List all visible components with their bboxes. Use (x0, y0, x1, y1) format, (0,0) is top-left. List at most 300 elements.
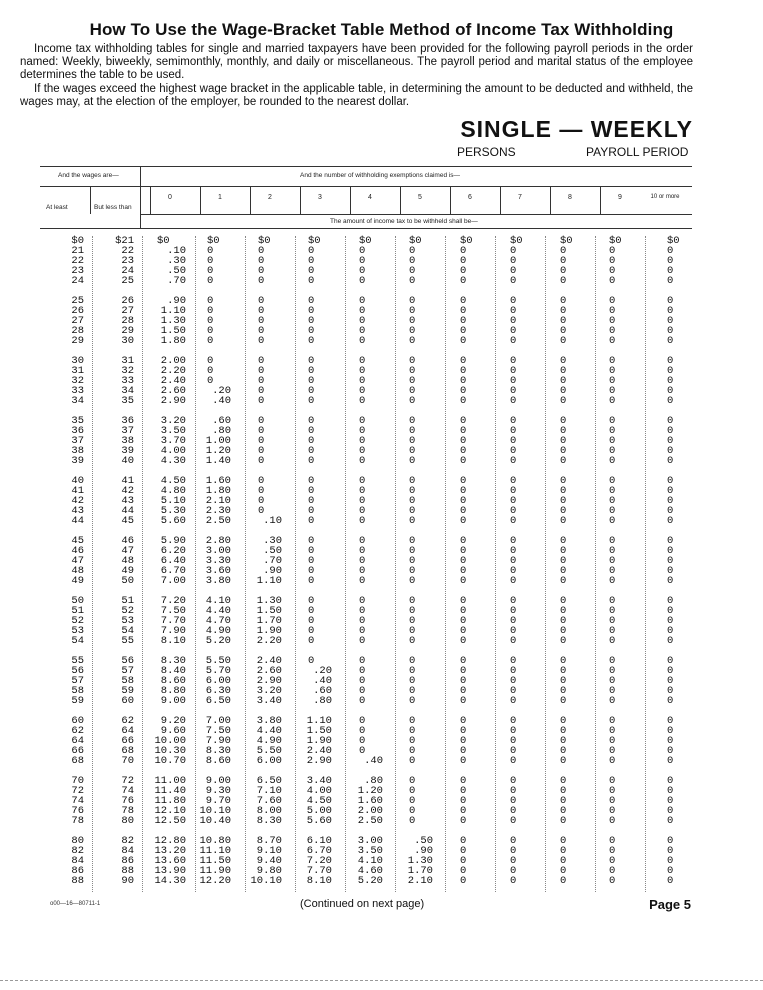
cell-withholding-amount: 0 (560, 445, 567, 457)
cell-withholding-amount: 0 (560, 795, 567, 807)
cell-withholding-amount: 0 (258, 455, 265, 467)
cell-withholding-amount: 0 (308, 515, 315, 527)
cell-withholding-amount: 0 (510, 395, 517, 407)
cell-withholding-amount: 0 (560, 435, 567, 447)
cell-but-less-than: 41 (121, 475, 134, 487)
cell-withholding-amount: 5.90 (160, 535, 186, 547)
cell-withholding-amount: 0 (308, 265, 315, 277)
cell-withholding-amount: 9.60 (160, 725, 186, 737)
cell-withholding-amount: 0 (667, 615, 674, 627)
cell-withholding-amount: 0 (560, 715, 567, 727)
cell-withholding-amount: $0 (667, 235, 680, 247)
cell-withholding-amount: 0 (667, 665, 674, 677)
intro-paragraph-2: If the wages exceed the highest wage bracket in the applicable table, in determining the amount to be deducted and withheld, the wages may, at the election of the employer, be rounded to the nearest dollar. (20, 82, 693, 108)
exemption-column-header: 7 (518, 194, 522, 201)
cell-withholding-amount: 0 (560, 805, 567, 817)
cell-withholding-amount: 0 (510, 495, 517, 507)
cell-withholding-amount: 0 (359, 475, 366, 487)
cell-withholding-amount: 0 (460, 785, 467, 797)
cell-withholding-amount: 0 (510, 595, 517, 607)
cell-withholding-amount: 0 (359, 455, 366, 467)
cell-withholding-amount: 7.20 (306, 855, 332, 867)
cell-withholding-amount: 1.90 (306, 735, 332, 747)
cell-withholding-amount: 0 (460, 445, 467, 457)
cell-withholding-amount: 0 (460, 835, 467, 847)
cell-withholding-amount: 0 (409, 795, 416, 807)
cell-but-less-than: 86 (121, 855, 134, 867)
cell-withholding-amount: 0 (560, 385, 567, 397)
cell-withholding-amount: 0 (609, 415, 616, 427)
exemption-column-divider (600, 186, 601, 214)
cell-but-less-than: 72 (121, 775, 134, 787)
cell-withholding-amount: 0 (460, 495, 467, 507)
cell-withholding-amount: 0 (409, 425, 416, 437)
cell-withholding-amount: 0 (667, 395, 674, 407)
cell-withholding-amount: 7.90 (160, 625, 186, 637)
cell-withholding-amount: 0 (409, 775, 416, 787)
cell-withholding-amount: 0 (460, 775, 467, 787)
cell-but-less-than: 56 (121, 655, 134, 667)
cell-withholding-amount: 0 (460, 265, 467, 277)
cell-withholding-amount: .10 (167, 245, 186, 257)
cell-but-less-than: 36 (121, 415, 134, 427)
cell-at-least: 32 (71, 375, 84, 387)
cell-withholding-amount: 0 (359, 275, 366, 287)
cell-withholding-amount: 0 (409, 675, 416, 687)
cell-withholding-amount: 3.40 (306, 775, 332, 787)
cell-withholding-amount: 2.40 (256, 655, 282, 667)
cell-withholding-amount: 8.60 (160, 675, 186, 687)
cell-withholding-amount: .10 (263, 515, 282, 527)
cell-but-less-than: 31 (121, 355, 134, 367)
cell-at-least: 60 (71, 715, 84, 727)
cell-withholding-amount: 0 (460, 805, 467, 817)
cell-at-least: 28 (71, 325, 84, 337)
cell-withholding-amount: 0 (510, 375, 517, 387)
cell-at-least: 48 (71, 565, 84, 577)
cell-withholding-amount: 0 (359, 725, 366, 737)
cell-at-least: 33 (71, 385, 84, 397)
cell-but-less-than: 22 (121, 245, 134, 257)
cell-withholding-amount: 0 (308, 295, 315, 307)
cell-withholding-amount: 0 (667, 475, 674, 487)
cell-withholding-amount: 9.70 (205, 795, 231, 807)
cell-withholding-amount: 5.20 (205, 635, 231, 647)
cell-withholding-amount: 0 (560, 505, 567, 517)
cell-withholding-amount: 0 (510, 305, 517, 317)
cell-withholding-amount: 0 (667, 695, 674, 707)
cell-withholding-amount: 0 (609, 245, 616, 257)
cell-withholding-amount: 1.70 (407, 865, 433, 877)
table-row-group (0, 656, 763, 708)
cell-at-least: 44 (71, 515, 84, 527)
exemption-column-header: 2 (268, 194, 272, 201)
cell-withholding-amount: 0 (409, 295, 416, 307)
cell-withholding-amount: 0 (609, 755, 616, 767)
cell-withholding-amount: 0 (667, 305, 674, 317)
cell-withholding-amount: 0 (207, 375, 214, 387)
cell-withholding-amount: 7.20 (160, 595, 186, 607)
cell-withholding-amount: 0 (409, 445, 416, 457)
cell-withholding-amount: 0 (510, 635, 517, 647)
cell-at-least: 66 (71, 745, 84, 757)
cell-at-least: 27 (71, 315, 84, 327)
cell-withholding-amount: 0 (609, 265, 616, 277)
cell-withholding-amount: $0 (258, 235, 271, 247)
cell-withholding-amount: 0 (560, 315, 567, 327)
cell-withholding-amount: .40 (313, 675, 332, 687)
cell-withholding-amount: 0 (609, 295, 616, 307)
cell-withholding-amount: 0 (609, 455, 616, 467)
cell-withholding-amount: 0 (409, 435, 416, 447)
cell-but-less-than: 37 (121, 425, 134, 437)
cell-withholding-amount: 0 (460, 625, 467, 637)
cell-withholding-amount: 0 (609, 485, 616, 497)
cell-withholding-amount: 0 (609, 775, 616, 787)
cell-withholding-amount: 0 (409, 455, 416, 467)
cell-withholding-amount: 1.30 (407, 855, 433, 867)
cell-withholding-amount: 0 (258, 385, 265, 397)
cell-but-less-than: 28 (121, 315, 134, 327)
cell-withholding-amount: 0 (359, 485, 366, 497)
footer-page-number: Page 5 (649, 897, 691, 912)
cell-withholding-amount: 0 (510, 385, 517, 397)
cell-withholding-amount: 2.50 (205, 515, 231, 527)
cell-withholding-amount: 0 (308, 395, 315, 407)
cell-withholding-amount: 0 (258, 375, 265, 387)
cell-withholding-amount: .70 (167, 275, 186, 287)
cell-withholding-amount: 0 (359, 495, 366, 507)
cell-withholding-amount: 3.50 (160, 425, 186, 437)
cell-withholding-amount: 0 (667, 425, 674, 437)
cell-withholding-amount: 0 (258, 265, 265, 277)
cell-but-less-than: 59 (121, 685, 134, 697)
cell-withholding-amount: 0 (258, 415, 265, 427)
cell-withholding-amount: 0 (409, 575, 416, 587)
cell-withholding-amount: 1.30 (160, 315, 186, 327)
header-rule-top (40, 166, 692, 167)
cell-at-least: 50 (71, 595, 84, 607)
cell-at-least: 78 (71, 815, 84, 827)
cell-withholding-amount: 0 (560, 685, 567, 697)
cell-at-least: 68 (71, 755, 84, 767)
cell-withholding-amount: 0 (460, 435, 467, 447)
cell-withholding-amount: 0 (667, 505, 674, 517)
cell-withholding-amount: 0 (510, 715, 517, 727)
cell-withholding-amount: 6.40 (160, 555, 186, 567)
cell-withholding-amount: 0 (667, 625, 674, 637)
cell-withholding-amount: 9.00 (160, 695, 186, 707)
cell-at-least: 80 (71, 835, 84, 847)
cell-withholding-amount: 0 (308, 425, 315, 437)
cell-withholding-amount: 0 (609, 505, 616, 517)
cell-withholding-amount: 0 (258, 255, 265, 267)
cell-but-less-than: 57 (121, 665, 134, 677)
cell-withholding-amount: 5.60 (306, 815, 332, 827)
cell-withholding-amount: 0 (409, 815, 416, 827)
cell-withholding-amount: 0 (609, 495, 616, 507)
cell-withholding-amount: 10.70 (154, 755, 186, 767)
cell-withholding-amount: 0 (609, 535, 616, 547)
cell-withholding-amount: 0 (609, 635, 616, 647)
cell-withholding-amount: 0 (308, 375, 315, 387)
cell-withholding-amount: 0 (409, 305, 416, 317)
cell-withholding-amount: 0 (609, 555, 616, 567)
cell-withholding-amount: 4.70 (205, 615, 231, 627)
cell-withholding-amount: 10.80 (199, 835, 231, 847)
cell-withholding-amount: 0 (667, 815, 674, 827)
cell-withholding-amount: 8.00 (256, 805, 282, 817)
cell-withholding-amount: 0 (510, 845, 517, 857)
cell-withholding-amount: 0 (460, 395, 467, 407)
cell-withholding-amount: 0 (560, 625, 567, 637)
cell-withholding-amount: 11.40 (154, 785, 186, 797)
cell-withholding-amount: .90 (263, 565, 282, 577)
cell-withholding-amount: 7.00 (205, 715, 231, 727)
cell-withholding-amount: 0 (609, 355, 616, 367)
cell-withholding-amount: 0 (359, 675, 366, 687)
cell-at-least: 26 (71, 305, 84, 317)
cell-withholding-amount: 0 (409, 315, 416, 327)
cell-withholding-amount: 6.70 (306, 845, 332, 857)
cell-withholding-amount: 7.60 (256, 795, 282, 807)
cell-but-less-than: $21 (115, 235, 134, 247)
cell-at-least: 62 (71, 725, 84, 737)
cell-withholding-amount: 0 (460, 735, 467, 747)
cell-at-least: 58 (71, 685, 84, 697)
exemption-column-divider (500, 186, 501, 214)
cell-withholding-amount: 0 (560, 245, 567, 257)
cell-withholding-amount: 0 (609, 605, 616, 617)
cell-withholding-amount: 11.90 (199, 865, 231, 877)
cell-withholding-amount: 0 (510, 655, 517, 667)
cell-but-less-than: 68 (121, 745, 134, 757)
cell-withholding-amount: 4.60 (357, 865, 383, 877)
cell-withholding-amount: $0 (409, 235, 422, 247)
cell-withholding-amount: 0 (359, 425, 366, 437)
cell-withholding-amount: 0 (609, 475, 616, 487)
cell-withholding-amount: 0 (667, 335, 674, 347)
cell-withholding-amount: 0 (560, 395, 567, 407)
cell-withholding-amount: 0 (560, 485, 567, 497)
cell-withholding-amount: 0 (460, 415, 467, 427)
cell-but-less-than: 23 (121, 255, 134, 267)
cell-withholding-amount: 8.30 (160, 655, 186, 667)
table-row-group (0, 236, 763, 288)
cell-withholding-amount: 4.80 (160, 485, 186, 497)
cell-withholding-amount: 0 (609, 615, 616, 627)
cell-withholding-amount: 0 (359, 395, 366, 407)
cell-at-least: 52 (71, 615, 84, 627)
cell-withholding-amount: 0 (560, 665, 567, 677)
cell-withholding-amount: 0 (409, 475, 416, 487)
cell-at-least: 47 (71, 555, 84, 567)
cell-withholding-amount: 0 (560, 815, 567, 827)
cell-withholding-amount: $0 (308, 235, 321, 247)
cell-withholding-amount: 0 (510, 415, 517, 427)
cell-withholding-amount: .80 (212, 425, 231, 437)
cell-withholding-amount: 0 (409, 695, 416, 707)
cell-withholding-amount: 0 (560, 785, 567, 797)
cell-withholding-amount: 11.50 (199, 855, 231, 867)
cell-withholding-amount: 8.80 (160, 685, 186, 697)
cell-withholding-amount: 0 (258, 335, 265, 347)
cell-withholding-amount: 0 (667, 655, 674, 667)
cell-withholding-amount: 1.50 (306, 725, 332, 737)
cell-withholding-amount: 0 (560, 615, 567, 627)
cell-withholding-amount: 0 (207, 355, 214, 367)
cell-withholding-amount: 0 (560, 275, 567, 287)
cell-at-least: 34 (71, 395, 84, 407)
cell-at-least: 82 (71, 845, 84, 857)
cell-withholding-amount: 0 (308, 615, 315, 627)
header-rule-bottom (40, 228, 692, 229)
cell-withholding-amount: 3.30 (205, 555, 231, 567)
cell-withholding-amount: 0 (308, 415, 315, 427)
cell-withholding-amount: 0 (308, 495, 315, 507)
cell-withholding-amount: 5.10 (160, 495, 186, 507)
cell-withholding-amount: 0 (460, 695, 467, 707)
cell-at-least: 21 (71, 245, 84, 257)
cell-withholding-amount: 0 (460, 715, 467, 727)
cell-withholding-amount: 0 (667, 875, 674, 887)
header-rule-exemptions (140, 214, 692, 215)
cell-but-less-than: 33 (121, 375, 134, 387)
cell-withholding-amount: .70 (263, 555, 282, 567)
cell-withholding-amount: .80 (364, 775, 383, 787)
cell-withholding-amount: 0 (667, 715, 674, 727)
exemption-column-divider (400, 186, 401, 214)
cell-withholding-amount: 0 (560, 555, 567, 567)
cell-withholding-amount: 0 (609, 545, 616, 557)
header-rule-mid (40, 186, 692, 187)
cell-withholding-amount: 0 (359, 435, 366, 447)
cell-withholding-amount: 0 (510, 775, 517, 787)
cell-withholding-amount: 0 (359, 665, 366, 677)
cell-withholding-amount: 0 (667, 855, 674, 867)
cell-withholding-amount: 0 (560, 605, 567, 617)
cell-at-least: 23 (71, 265, 84, 277)
cell-withholding-amount: 0 (560, 745, 567, 757)
cell-withholding-amount: 0 (560, 355, 567, 367)
cell-withholding-amount: 0 (510, 325, 517, 337)
cell-withholding-amount: 0 (510, 485, 517, 497)
cell-but-less-than: 50 (121, 575, 134, 587)
cell-withholding-amount: 1.40 (205, 455, 231, 467)
intro-paragraph-1: Income tax withholding tables for single and married taxpayers have been provided for the following payroll periods in the order named: Weekly, biweekly, semimonthly, monthly, and daily or miscellaneous. The payroll period and marital status of the employee determines the table to be used. (20, 43, 693, 82)
cell-withholding-amount: 3.20 (160, 415, 186, 427)
footer-continued: (Continued on next page) (300, 898, 425, 910)
cell-withholding-amount: 0 (359, 735, 366, 747)
cell-withholding-amount: 7.10 (256, 785, 282, 797)
cell-withholding-amount: 0 (560, 695, 567, 707)
cell-withholding-amount: 0 (359, 415, 366, 427)
cell-withholding-amount: 0 (609, 785, 616, 797)
cell-withholding-amount: 1.00 (205, 435, 231, 447)
cell-withholding-amount: 9.30 (205, 785, 231, 797)
cell-but-less-than: 54 (121, 625, 134, 637)
cell-withholding-amount: 0 (460, 255, 467, 267)
cell-withholding-amount: 0 (258, 305, 265, 317)
cell-withholding-amount: 1.60 (205, 475, 231, 487)
cell-withholding-amount: 0 (560, 635, 567, 647)
header-amount-withheld: The amount of income tax to be withheld shall be— (330, 218, 478, 225)
cell-withholding-amount: 4.00 (160, 445, 186, 457)
cell-withholding-amount: 0 (460, 795, 467, 807)
cell-withholding-amount: 0 (510, 475, 517, 487)
cell-withholding-amount: 6.00 (205, 675, 231, 687)
cell-withholding-amount: 0 (308, 245, 315, 257)
cell-at-least: 41 (71, 485, 84, 497)
cell-withholding-amount: 0 (510, 795, 517, 807)
cell-withholding-amount: 0 (409, 395, 416, 407)
cell-withholding-amount: 3.80 (256, 715, 282, 727)
cell-withholding-amount: 6.00 (256, 755, 282, 767)
cell-at-least: 42 (71, 495, 84, 507)
cell-withholding-amount: 0 (667, 635, 674, 647)
cell-but-less-than: 62 (121, 715, 134, 727)
cell-withholding-amount: 0 (560, 655, 567, 667)
cell-withholding-amount: 0 (207, 315, 214, 327)
cell-withholding-amount: 0 (609, 305, 616, 317)
exemption-column-divider (450, 186, 451, 214)
cell-withholding-amount: 0 (409, 635, 416, 647)
table-row-group (0, 836, 763, 888)
cell-at-least: 39 (71, 455, 84, 467)
cell-withholding-amount: 0 (359, 595, 366, 607)
cell-withholding-amount: 0 (359, 355, 366, 367)
cell-withholding-amount: 0 (308, 475, 315, 487)
cell-withholding-amount: 0 (258, 395, 265, 407)
cell-withholding-amount: 0 (560, 875, 567, 887)
cell-withholding-amount: 0 (308, 595, 315, 607)
cell-at-least: 38 (71, 445, 84, 457)
cell-withholding-amount: 3.00 (357, 835, 383, 847)
cell-withholding-amount: 6.50 (205, 695, 231, 707)
cell-at-least: 40 (71, 475, 84, 487)
cell-withholding-amount: 0 (667, 685, 674, 697)
cell-withholding-amount: 0 (609, 675, 616, 687)
cell-withholding-amount: 0 (258, 425, 265, 437)
cell-but-less-than: 60 (121, 695, 134, 707)
cell-withholding-amount: 10.10 (199, 805, 231, 817)
cell-at-least: 53 (71, 625, 84, 637)
cell-at-least: $0 (71, 235, 84, 247)
cell-but-less-than: 32 (121, 365, 134, 377)
page-title: How To Use the Wage-Bracket Table Method of Income Tax Withholding (89, 20, 674, 39)
cell-withholding-amount: 0 (609, 255, 616, 267)
cell-withholding-amount: 0 (460, 325, 467, 337)
cell-withholding-amount: .90 (414, 845, 433, 857)
exemption-column-header: 1 (218, 194, 222, 201)
cell-withholding-amount: 9.40 (256, 855, 282, 867)
cell-at-least: 56 (71, 665, 84, 677)
cell-withholding-amount: 2.80 (205, 535, 231, 547)
cell-withholding-amount: 0 (510, 725, 517, 737)
cell-but-less-than: 82 (121, 835, 134, 847)
cell-but-less-than: 25 (121, 275, 134, 287)
cell-withholding-amount: 8.40 (160, 665, 186, 677)
table-row-group (0, 476, 763, 528)
cell-withholding-amount: 0 (510, 295, 517, 307)
cell-withholding-amount: 11.80 (154, 795, 186, 807)
cell-withholding-amount: 0 (359, 715, 366, 727)
cell-withholding-amount: 9.10 (256, 845, 282, 857)
cell-withholding-amount: 0 (359, 505, 366, 517)
cell-withholding-amount: .40 (364, 755, 383, 767)
exemption-column-divider (550, 186, 551, 214)
table-row-group (0, 776, 763, 828)
